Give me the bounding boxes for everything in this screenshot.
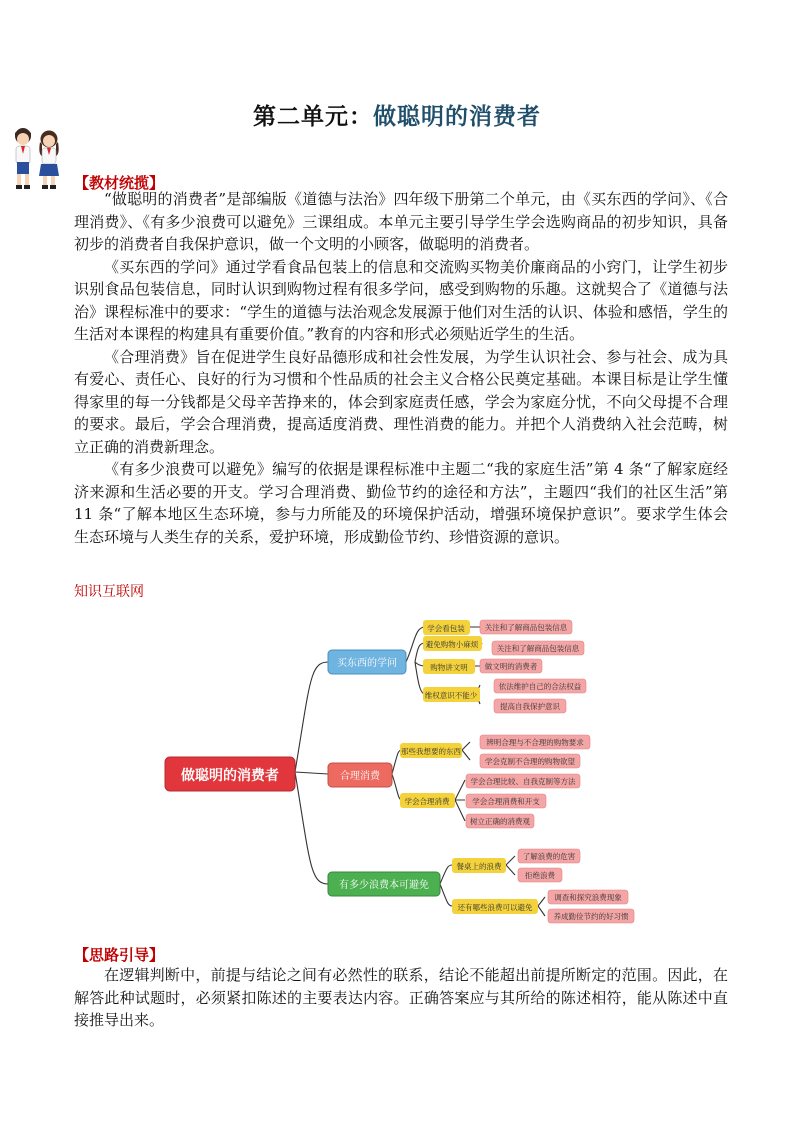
paragraph: 《买东西的学问》通过学看食品包装上的信息和交流购买物美价廉商品的小窍门，让学生初步识别食品包装信息，同时认识到购物过程有很多学问，感受到购物的乐趣。这就契合了《道德与法治》课程标准中的要求：“学生的道德与法治观念发展源于他们对生活的认识、体验和感悟，学生的生活对本课程的构建具有重要价值。”教育的内容和形式必须贴近学生的生活。 <box>74 257 728 343</box>
leaf-node <box>494 679 586 693</box>
svg-text:调查和探究浪费现象: 调查和探究浪费现象 <box>554 893 622 902</box>
root-node <box>165 757 295 791</box>
svg-text:拒绝浪费: 拒绝浪费 <box>525 871 555 880</box>
svg-text:学会合理消费和开支: 学会合理消费和开支 <box>472 797 540 806</box>
connector <box>440 865 452 906</box>
svg-text:关注和了解商品包装信息: 关注和了解商品包装信息 <box>484 623 568 632</box>
paragraph: 《合理消费》旨在促进学生良好品德形成和社会性发展，为学生认识社会、参与社会、成为具有爱心、责任心、良好的行为习惯和个性品质的社会主义合格公民奠定基础。本课目标是让学生懂得家里的每一分钱都是父母辛苦挣来的，体会到家庭责任感，学会为家庭分忧，不向父母提不合理的要求。最后，学会合理消费，提高适度消费、理性消费的能力。并把个人消费纳入社会范畴，树立正确的消费新理念。 <box>74 347 728 456</box>
title-lead: 第二单元： <box>253 103 373 130</box>
svg-text:学会合理比较、自我克制等方法: 学会合理比较、自我克制等方法 <box>470 777 576 786</box>
sub-node <box>423 659 475 674</box>
branch-node <box>328 872 440 896</box>
children-illustration <box>8 124 64 194</box>
branch-node <box>328 650 406 674</box>
section-heading-guidance: 【思路引导】 <box>74 946 165 964</box>
branch-label: 合理消费 <box>340 771 380 782</box>
branch-label: 买东西的学问 <box>337 658 397 669</box>
leaf-node <box>466 794 546 808</box>
svg-text:做文明的消费者: 做文明的消费者 <box>484 662 538 671</box>
connector <box>295 662 328 772</box>
svg-text:辨明合理与不合理的购物要求: 辨明合理与不合理的购物要求 <box>486 738 584 747</box>
leaf-node <box>548 890 628 904</box>
svg-text:依法维护自己的合法权益: 依法维护自己的合法权益 <box>498 682 582 691</box>
title-rest: 做聪明的消费者 <box>373 103 541 130</box>
sub-node <box>400 793 455 808</box>
overview-body <box>74 188 728 548</box>
svg-text:维权意识不能少: 维权意识不能少 <box>424 691 478 700</box>
leaf-node <box>466 814 534 828</box>
svg-text:提高自我保护意识: 提高自我保护意识 <box>500 702 560 711</box>
knowledge-network-heading: 知识互联网 <box>74 584 144 600</box>
svg-text:还有哪些浪费可以避免: 还有哪些浪费可以避免 <box>457 903 533 912</box>
page-title <box>0 98 794 131</box>
sub-node <box>423 687 480 702</box>
leaf-node <box>480 735 590 749</box>
leaf-node <box>480 620 572 634</box>
paragraph: 在逻辑判断中，前提与结论之间有必然性的联系，结论不能超出前提所断定的范围。因此，在解答此种试题时，必须紧扣陈述的主要表达内容。正确答案应与其所给的陈述相符，能从陈述中直接推导出来。 <box>74 966 728 1029</box>
leaf-node <box>480 659 542 673</box>
svg-text:学会克制不合理的购物欲望: 学会克制不合理的购物欲望 <box>485 757 575 766</box>
connector <box>295 772 328 774</box>
leaf-node <box>492 641 584 655</box>
guidance-body <box>74 964 728 1032</box>
svg-text:购物讲文明: 购物讲文明 <box>430 663 468 672</box>
branch-label: 有多少浪费本可避免 <box>339 880 429 891</box>
branch-node <box>328 763 392 787</box>
sub-node <box>452 858 506 873</box>
section-heading-overview: 【教材统揽】 <box>74 174 165 192</box>
leaf-node <box>548 909 634 923</box>
svg-text:餐桌上的浪费: 餐桌上的浪费 <box>456 862 502 871</box>
svg-text:学会看包装: 学会看包装 <box>427 624 465 633</box>
svg-text:学会合理消费: 学会合理消费 <box>404 797 450 806</box>
connector <box>295 772 328 884</box>
connector <box>392 750 402 800</box>
svg-text:避免购物小麻烦: 避免购物小麻烦 <box>425 640 479 649</box>
leaf-node <box>518 849 580 863</box>
leaf-node <box>494 699 566 713</box>
svg-text:了解浪费的危害: 了解浪费的危害 <box>522 852 576 861</box>
leaf-node <box>480 754 580 768</box>
svg-text:关注和了解商品包装信息: 关注和了解商品包装信息 <box>496 644 580 653</box>
svg-text:树立正确的消费观: 树立正确的消费观 <box>470 817 530 826</box>
svg-text:养成勤俭节约的好习惯: 养成勤俭节约的好习惯 <box>553 912 629 921</box>
leaf-node <box>518 868 562 882</box>
connector <box>406 627 425 694</box>
root-label: 做聪明的消费者 <box>181 768 279 784</box>
sub-node <box>423 620 470 635</box>
paragraph: 《有多少浪费可以避免》编写的依据是课程标准中主题二“我的家庭生活”第 4 条“了解家庭经济来源和生活必要的开支。学习合理消费、勤俭节约的途径和方法”，主题四“我们的社区生活”第 11 条“了解本地区生态环境，参与力所能及的环境保护活动，增强环境保护意识”。要求学生体会生态环境与人类生存的关系，爱护环境，形成勤俭节约、珍惜资源的意识。 <box>74 460 728 546</box>
svg-text:那些我想要的东西: 那些我想要的东西 <box>401 747 461 756</box>
mind-map <box>160 612 640 932</box>
sub-node <box>452 899 538 914</box>
sub-node <box>423 636 482 651</box>
leaf-node <box>466 774 580 788</box>
paragraph: “做聪明的消费者”是部编版《道德与法治》四年级下册第二个单元，由《买东西的学问》、《合理消费》、《有多少浪费可以避免》三课组成。本单元主要引导学生学会选购商品的初步知识，具备初步的消费者自我保护意识，做一个文明的小顾客，做聪明的消费者。 <box>74 190 728 253</box>
sub-node <box>400 743 462 758</box>
